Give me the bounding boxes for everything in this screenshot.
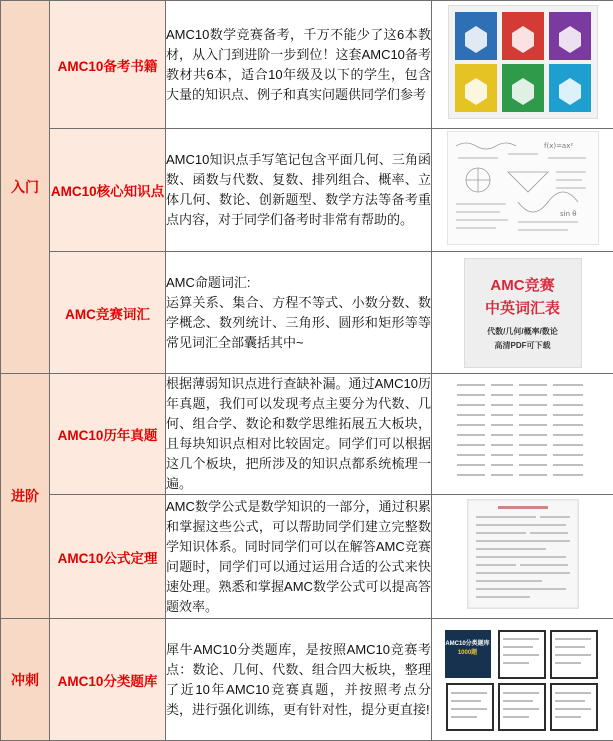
table-row [1,374,613,495]
table-row [1,619,613,741]
table-row [1,1,613,129]
topic-books: AMC10备考书籍 [50,1,166,129]
vocab-cover-thumbnail [464,258,582,368]
desc-vocabulary-line-1: AMC命题词汇: [166,273,431,293]
vocab-cover-title-2: 中英词汇表 [485,297,560,318]
desc-core-knowledge [166,129,432,252]
question-bank-thumbnail [445,626,601,734]
table-row [1,129,613,252]
thumb-cell-vocab [432,252,613,374]
question-bank-cover-count: 1000题 [445,649,491,658]
desc-formulas-text: AMC数学公式是数学知识的一部分，通过积累和掌握这些公式，可以帮助同学们建立完整数学知识体系。同时同学们可以在解答AMC竞赛问题时，同学们可以通过运用合适的公式来快速处理。熟悉和掌握AMC数学公式可以提高答题效率。 [166,497,431,617]
vocab-cover-subtitle: 代数/几何/概率/数论 [487,326,558,337]
topic-formulas: AMC10公式定理 [50,495,166,619]
thumb-cell-formulas [432,495,613,619]
desc-question-bank [166,619,432,741]
stage-label-intro: 入门 [1,1,50,374]
desc-past-papers-text: 根据薄弱知识点进行查缺补漏。通过AMC10历年真题，我们可以发现考点主要分为代数、几何、组合学、数论和数学思维拓展五大板块，且每块知识点相对比较固定。同学们可以根据这几个板块，把所涉及的知识点都系统梳理一遍。 [166,374,431,494]
stage-label-sprint: 冲刺 [1,619,50,741]
desc-past-papers [166,374,432,495]
thumb-cell-notes [432,129,613,252]
topic-vocabulary: AMC竞赛词汇 [50,252,166,374]
svg-text:f(x)=ax²: f(x)=ax² [544,142,573,150]
svg-text:sin θ: sin θ [560,210,577,218]
topic-core-knowledge: AMC10核心知识点 [50,129,166,252]
desc-core-knowledge-text: AMC10知识点手写笔记包含平面几何、三角函数、函数与代数、复数、排列组合、概率、立体几何、数论、创新题型、数学方法等备考重点内容，对于同学们备考时非常有帮助的。 [166,150,431,230]
desc-books-text: AMC10数学竞赛备考，千万不能少了这6本教材，从入门到进阶一步到位！这套AMC10备考教材共6本，适合10年级及以下的学生，包含大量的知识点、例子和真实问题供同学们参考 [166,25,431,105]
topic-past-papers: AMC10历年真题 [50,374,166,495]
desc-books [166,1,432,129]
question-bank-pages [445,626,601,734]
thumb-cell-books [432,1,613,129]
stage-label-advanced: 进阶 [1,374,50,619]
vocab-cover-note: 高清PDF可下载 [495,340,551,351]
desc-vocabulary [166,252,432,374]
question-bank-cover-title: AMC10分类题库 [445,640,491,649]
handwritten-notes-thumbnail [447,131,599,245]
desc-question-bank-text: 犀牛AMC10分类题库，是按照AMC10竞赛考点：数论、几何、代数、组合四大板块，整理了近10年AMC10竞赛真题，并按照考点分类，进行强化训练，更有针对性，提分更直接! [166,640,431,720]
table-row [1,252,613,374]
thumb-cell-papers [432,374,613,495]
book-covers-thumbnail [448,5,598,119]
desc-vocabulary-line-2: 运算关系、集合、方程不等式、小数分数、数学概念、数列统计、三角形、圆形和矩形等等常见词汇全部囊括其中~ [166,293,431,353]
thumb-cell-bank [432,619,613,741]
past-papers-thumbnail [453,378,593,486]
desc-formulas [166,495,432,619]
vocab-cover-title-1: AMC竞赛 [490,274,554,295]
formula-sheet-thumbnail [467,499,579,609]
table-row [1,495,613,619]
topic-question-bank: AMC10分类题库 [50,619,166,741]
